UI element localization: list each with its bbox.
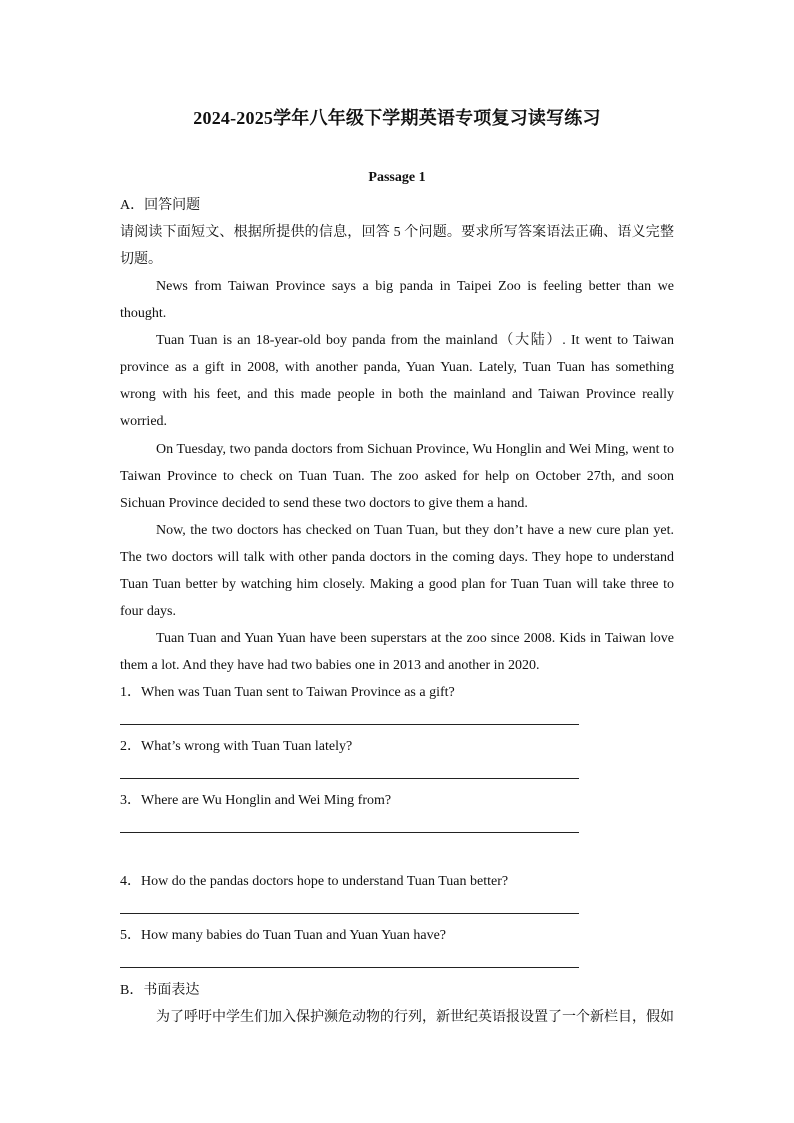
passage-title: Passage 1 [368,170,426,185]
answer-line-4[interactable] [120,913,579,914]
section-b-heading: B．书面表达 [120,983,200,998]
paragraph-4: Now, the two doctors has checked on Tuan Tuan, but they don’t have a new cure plan yet. The two doctors will talk with other panda doctors in the coming days. They hope to understand Tuan Tuan better by watching him closely. Making a good plan for Tuan Tuan will take three to four days. [120,523,674,619]
paragraph-2: Tuan Tuan is an 18-year-old boy panda from the mainland（大陆）. It went to Taiwan province as a gift in 2008, with another panda, Yuan Yuan. Lately, Tuan Tuan has something wrong with his feet, and this made people in both the mainland and Taiwan Province really worried. [120,333,674,429]
answer-line-5[interactable] [120,967,579,968]
paragraph-5: Tuan Tuan and Yuan Yuan have been superstars at the zoo since 2008. Kids in Taiwan love them a lot. And they have had two babies one in 2013 and another in 2020. [120,631,674,673]
page-title: 2024-2025学年八年级下学期英语专项复习读写练习 [193,108,601,128]
question-1: 1．When was Tuan Tuan sent to Taiwan Province as a gift? [120,685,455,700]
question-2: 2．What’s wrong with Tuan Tuan lately? [120,739,353,754]
answer-line-3[interactable] [120,832,579,833]
question-3: 3．Where are Wu Honglin and Wei Ming from? [120,793,392,808]
question-4: 4．How do the pandas doctors hope to understand Tuan Tuan better? [120,874,509,889]
section-a-heading: A．回答问题 [120,198,201,213]
answer-line-2[interactable] [120,778,579,779]
answer-line-1[interactable] [120,724,579,725]
paragraph-1: News from Taiwan Province says a big panda in Taipei Zoo is feeling better than we thought. [120,279,674,321]
section-a-instruction: 请阅读下面短文、根据所提供的信息，回答 5 个问题。要求所写答案语法正确、语义完整切题。 [120,225,674,267]
question-5: 5．How many babies do Tuan Tuan and Yuan Yuan have? [120,928,446,943]
paragraph-3: On Tuesday, two panda doctors from Sichuan Province, Wu Honglin and Wei Ming, went to Taiwan Province to check on Tuan Tuan. The zoo asked for help on October 27th, and soon Sichuan Province decided to send these two doctors to give them a hand. [120,442,674,511]
section-b-intro: 为了呼吁中学生们加入保护濒危动物的行列，新世纪英语报设置了一个新栏目，假如 [156,1010,674,1025]
